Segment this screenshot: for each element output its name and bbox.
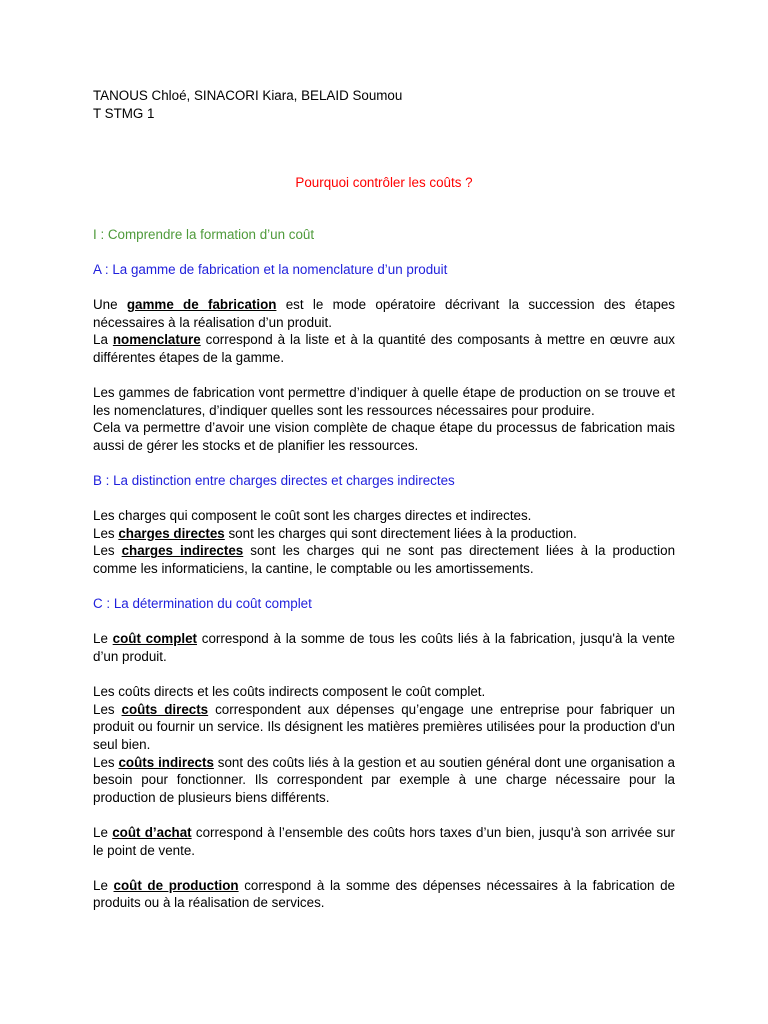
spacer [93, 367, 675, 385]
spacer [93, 490, 675, 508]
term-charges-indirectes: charges indirectes [121, 543, 244, 559]
text: Les [93, 543, 122, 559]
term-gamme-de-fabrication: gamme de fabrication [126, 297, 277, 313]
section-b-heading: B : La distinction entre charges directes et charges indirectes [93, 473, 455, 489]
section-a-paragraph-1 [93, 296, 675, 331]
text: correspondent aux dépenses qu’engage une entreprise pour fabriquer un produit ou fournir un service. Ils désignent les matières premières utilisées pour la production d'un seul bien. [93, 701, 675, 752]
text: Les [93, 701, 122, 717]
section-a-heading: A : La gamme de fabrication et la nomenclature d’un produit [93, 261, 448, 277]
section-b-paragraph-3 [93, 542, 675, 577]
spacer [93, 279, 675, 297]
term-nomenclature: nomenclature [112, 332, 201, 348]
section-c-heading: C : La détermination du coût complet [93, 596, 312, 612]
term-charges-directes: charges directes [118, 525, 225, 541]
spacer [93, 666, 675, 684]
text: correspond à la somme des dépenses nécessaires à la fabrication de produits ou à la réalisation de services. [93, 877, 675, 911]
document-title: Pourquoi contrôler les coûts ? [295, 175, 473, 191]
term-cout-de-production: coût de production [113, 877, 239, 893]
spacer [93, 613, 675, 631]
term-couts-indirects: coûts indirects [118, 754, 214, 770]
class-line: T STMG 1 [93, 105, 155, 121]
authors-line: TANOUS Chloé, SINACORI Kiara, BELAID Soumou [93, 88, 403, 103]
part-1-heading: I : Comprendre la formation d’un coût [93, 226, 315, 242]
section-b-paragraph-1: Les charges qui composent le coût sont les charges directes et indirectes. [93, 508, 532, 524]
term-couts-directs: coûts directs [121, 701, 209, 717]
text: sont les charges qui sont directement liées à la production. [224, 525, 577, 541]
text: Le [93, 877, 114, 893]
text: sont des coûts liés à la gestion et au soutien général dont une organisation a besoin pour fonctionner. Ils correspondent par exemple à une charge nécessaire pour la production de plusieurs biens différents. [93, 754, 675, 805]
spacer [93, 578, 675, 596]
term-cout-dachat: coût d’achat [112, 824, 192, 840]
spacer [93, 806, 675, 824]
text: Les [93, 754, 119, 770]
section-c-paragraph-5 [93, 824, 675, 859]
spacer [93, 455, 675, 473]
document-page [93, 87, 675, 912]
term-cout-complet: coût complet [112, 631, 198, 647]
section-c-paragraph-2: Les coûts directs et les coûts indirects composent le coût complet. [93, 684, 486, 700]
text: correspond à la liste et à la quantité des composants à mettre en œuvre aux différentes étapes de la gamme. [93, 332, 675, 365]
section-c-paragraph-4 [93, 754, 675, 807]
text: sont les charges qui ne sont pas directement liées à la production comme les informaticiens, la cantine, le comptable ou les amortissements. [93, 543, 676, 577]
text: La [93, 332, 113, 348]
section-c-paragraph-1 [93, 630, 675, 665]
text: est le mode opératoire décrivant la succession des étapes nécessaires à la réalisation d’un produit. [93, 297, 675, 330]
spacer [93, 859, 675, 877]
section-a-paragraph-4: Cela va permettre d’avoir une vision complète de chaque étape du processus de fabrication mais aussi de gérer les stocks et de planifier les ressources. [93, 420, 675, 453]
text: Les [93, 525, 119, 541]
section-b-paragraph-2 [93, 525, 675, 543]
section-a-paragraph-2 [93, 331, 675, 366]
text: Une [93, 297, 127, 313]
spacer [93, 243, 675, 261]
text: Le [93, 631, 113, 647]
text: correspond à la somme de tous les coûts liés à la fabrication, jusqu'à la vente d’un produit. [93, 631, 675, 665]
section-a-paragraph-3: Les gammes de fabrication vont permettre d’indiquer à quelle étape de production on se trouve et les nomenclatures, d’indiquer quelles sont les ressources nécessaires pour produire. [93, 385, 675, 418]
text: Le [93, 824, 113, 840]
section-c-paragraph-6 [93, 877, 675, 912]
section-c-paragraph-3 [93, 701, 675, 754]
text: correspond à l’ensemble des coûts hors taxes d’un bien, jusqu'à son arrivée sur le point de vente. [93, 824, 675, 858]
